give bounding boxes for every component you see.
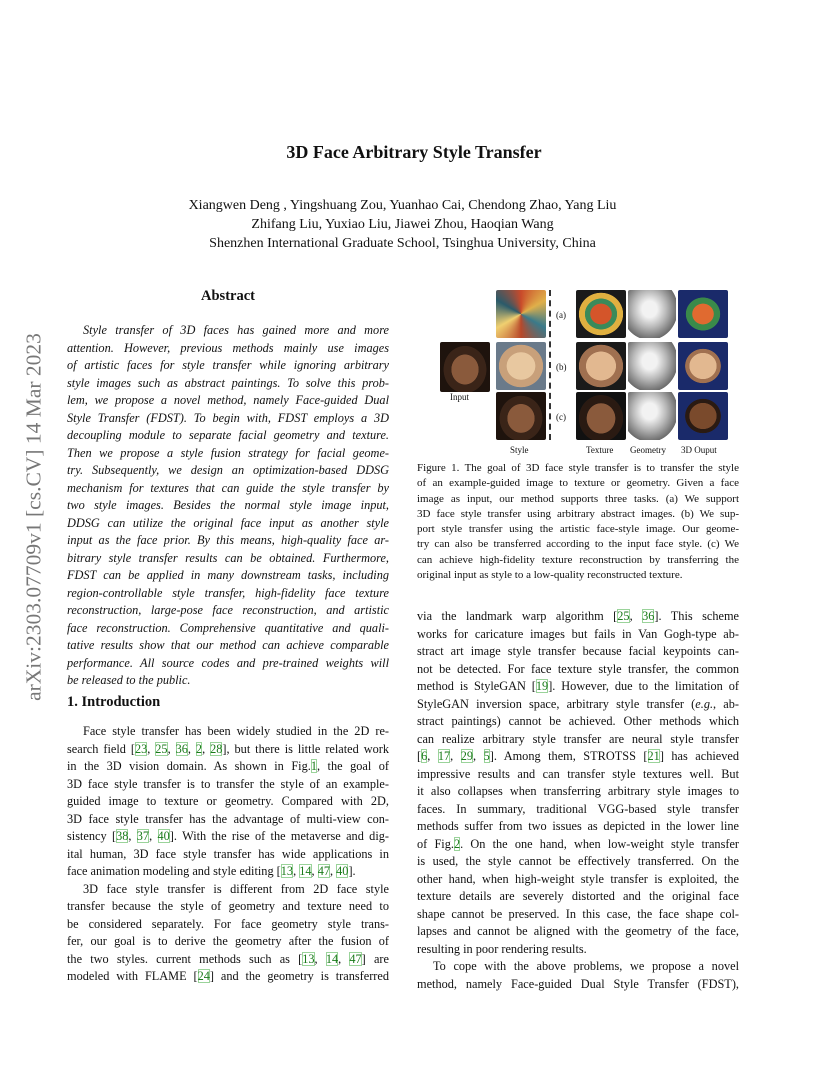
style-label: Style [510,445,529,455]
text-run: , [427,749,438,763]
text-run: lapses and cannot be aligned with the geometry of the face, [417,924,739,938]
text-run: [ [417,749,422,763]
text-run: ] and the geometry is transferred [209,969,390,983]
text-line: try. Subsequently, we design an optimization-based DDSG [67,463,389,477]
texture-result-a [576,290,626,338]
text-line [67,741,389,759]
text-run: , [149,829,158,843]
text-run: method is StyleGAN [ [417,679,536,693]
text-line [67,863,389,881]
text-run: , [147,741,156,756]
text-line [417,608,739,626]
texture-label: Texture [586,445,614,455]
text-line [417,818,739,836]
citation-link[interactable]: 1 [310,759,317,773]
texture-result-c [576,392,626,440]
row-a-label: (a) [556,310,566,320]
citation-link[interactable]: 24 [197,969,210,983]
figure-1 [438,288,730,458]
italic-text: e.g. [695,696,714,711]
citation-link[interactable]: 6 [421,749,428,763]
text-line: DDSG can utilize the original face input as another style [67,515,389,530]
text-run: , ab- [713,696,739,711]
citation-link[interactable]: 28 [210,741,223,756]
output-result-b [678,342,728,390]
citation-link[interactable]: 14 [299,864,312,878]
text-line: original input as style to a low-quality reconstructed texture. [417,569,683,582]
text-run: method, namely Face-guided Dual Style Transfer (FDST), [417,976,739,991]
text-line: of artistic faces for style transfer while ignoring arbitrary [67,358,389,372]
text-line: input as the face prior. By this means, high-quality face ar- [67,533,389,547]
text-line: image as input, our method supports three tasks. (a) We support [417,492,739,505]
text-run: faces. In summary, traditional VGG-based style transfer [417,801,739,816]
text-line [67,846,389,864]
text-run: resulting in poor rendering results. [417,941,587,956]
citation-link[interactable]: 25 [155,741,168,756]
text-run: stract art image style transfer because facial keypoints can- [417,644,739,658]
geometry-result-a [628,290,676,338]
citation-link[interactable]: 13 [280,864,294,878]
text-run: impressive results and can transfer style textures well. But [417,766,739,781]
citation-link[interactable]: 25 [617,609,630,623]
text-run: ], but there is little related work [222,741,390,756]
text-run: ]. With the rise of the metaverse and dig- [169,829,389,843]
separator-line [549,290,551,440]
text-run: ]. Among them, STROTSS [ [489,749,648,763]
text-line [417,748,739,766]
text-run: be considered separately. For face geometry style trans- [67,916,389,931]
text-run: , [167,741,176,756]
text-line: Then we propose a style fusion strategy for facial geome- [67,445,389,460]
text-line [67,828,389,846]
text-line: try can also be transferred according to the input face style. (c) We [417,538,739,551]
text-run: StyleGAN inversion space, arbitrary style transfer ( [417,696,696,711]
text-line [67,951,389,969]
geometry-result-b [628,342,676,390]
output-label: 3D Ouput [681,445,717,455]
text-run: stract paintings) cannot be achieved. Other methods which [417,714,739,728]
text-line: mechanism for textures that can guide the style transfer by [67,480,389,495]
citation-link[interactable]: 47 [317,864,330,878]
citation-link[interactable]: 21 [647,749,660,763]
text-line [417,888,739,906]
text-run: , [128,829,137,843]
text-line [67,881,389,899]
citation-link[interactable]: 5 [483,749,490,763]
text-run: 3D face style transfer has the advantage of multi-view con- [67,811,389,826]
abstract-heading: Abstract [201,288,255,304]
text-line: performance. All source codes and pre-trained weights will [67,655,389,670]
text-line [67,933,389,951]
paper-title: 3D Face Arbitrary Style Transfer [286,142,542,162]
text-line: bitrary style transfer results can be obtained. Furthermore, [67,550,389,565]
text-run: ]. This scheme [654,609,739,623]
text-line [417,976,739,994]
text-line [67,898,389,916]
text-line [417,906,739,924]
text-line [67,811,389,829]
text-line [67,793,389,811]
text-run: , [311,864,318,878]
text-line: Figure 1. The goal of 3D face style transfer is to transfer the style [417,462,739,474]
text-run: , the goal of [316,759,389,773]
text-run: in the 3D vision domain. As shown in Fig. [67,759,311,773]
text-run: Face style transfer has been widely studied in the 2D re- [83,724,389,738]
citation-link[interactable]: 13 [302,951,315,966]
introduction-heading: 1. Introduction [67,694,161,710]
text-line: reconstruction, large-pose face reconstruction, and artistic [67,603,389,617]
text-run: of Fig. [417,836,454,851]
text-run: texture details are severely distorted and the original face [417,889,739,903]
text-run: ] are [361,951,389,966]
text-run: the two styles. current methods such as [ [67,951,303,966]
row-c-label: (c) [556,412,566,422]
text-line [417,626,739,644]
text-run: , [314,951,326,966]
geometry-label: Geometry [630,445,666,455]
introduction-body [67,723,389,986]
text-run: not be detected. For face texture style transfer, the common [417,661,739,676]
text-line: of an example-guided image to texture or geometry. Given a face [417,477,739,490]
output-result-a [678,290,728,338]
text-run: guided image to texture or geometry. Compared with 2D, [67,794,389,808]
text-line [67,758,389,776]
text-line: region-controllable style transfer, high-fidelity face texture [67,585,389,600]
citation-link[interactable]: 37 [136,829,150,843]
author-line-1: Xiangwen Deng , Yingshuang Zou, Yuanhao Cai, Chendong Zhao, Yang Liu [188,198,617,213]
citation-link[interactable]: 19 [535,679,549,693]
text-run: . On the one hand, when low-weight style transfer [460,836,740,851]
arxiv-sidebar-stamp [22,280,46,755]
text-line [67,916,389,934]
text-line [417,678,739,696]
text-run: search field [ [67,741,135,756]
text-run: other hand, when high-weight style transfer is exploited, the [417,871,739,886]
citation-link[interactable]: 2 [453,836,461,851]
text-run: , [629,609,643,623]
text-run: transfer because the style of geometry and texture need to [67,899,389,913]
citation-link[interactable]: 23 [134,741,148,756]
text-line [417,696,739,714]
caricature-style-image [496,342,546,390]
text-line: can achieve high-fidelity texture reconstruction by transferring the [417,553,739,566]
text-run: fer, our goal is to derive the geometry after the fusion of [67,934,389,948]
text-run: shape cannot be preserved. In this case, the face shape col- [417,906,739,921]
text-run: 3D face style transfer is to transfer the style of an example- [67,776,389,791]
text-line [417,941,739,959]
text-run: via the landmark warp algorithm [ [417,609,618,623]
citation-link[interactable]: 14 [325,951,339,966]
text-line: port style transfer using the artistic face-style image. Our geome- [417,523,739,536]
text-line [417,766,739,784]
geometry-result-c [628,392,676,440]
output-result-c [678,392,728,440]
figure-1-caption [417,461,739,583]
author-line-2: Zhifang Liu, Yuxiao Liu, Jiawei Zhou, Haoqian Wang [251,217,554,232]
input-label: Input [450,392,469,402]
text-line: tative results show that our method can achieve comparable [67,638,389,652]
text-run: it also collapses when transferring arbitrary style images to [417,784,739,798]
citation-link[interactable]: 40 [157,829,170,843]
text-run: , [329,864,337,878]
abstract-body [67,322,389,690]
text-line [417,871,739,889]
text-run: ital human, 3D face style transfer has wide applications in [67,846,389,861]
text-run: works for caricature images but fails in Van Gogh-type ab- [417,626,739,641]
citation-link[interactable]: 29 [460,749,474,763]
text-line [67,723,389,741]
citation-link[interactable]: 40 [336,864,349,878]
text-line [417,801,739,819]
text-line: lem, we propose a novel method, namely Face-guided Dual [67,393,389,407]
text-line [67,968,389,986]
citation-link[interactable]: 17 [437,749,451,763]
text-run: ] has achieved [659,749,739,763]
text-line: two style images. Besides the normal style image input, [67,498,389,512]
citation-link[interactable]: 47 [349,951,362,966]
text-run: , [473,749,484,763]
text-line: FDST can be applied in many downstream tasks, including [67,568,389,582]
row-b-label: (b) [556,362,567,372]
face-style-image [496,392,546,440]
text-run: To cope with the above problems, we propose a novel [433,959,739,973]
citation-link[interactable]: 36 [175,741,188,756]
text-line: Style Transfer (FDST). To begin with, FDST employs a 3D [67,410,389,425]
text-line: 3D face style transfer using arbitrary abstract images. (b) We sup- [417,507,739,520]
text-line [417,661,739,679]
text-line: style images such as abstract paintings. To solve this prob- [67,375,389,390]
affiliation: Shenzhen International Graduate School, Tsinghua University, China [209,236,596,251]
text-run: 3D face style transfer is different from 2D face style [83,881,389,896]
text-run: can realize arbitrary style transfer are neural style transfer [417,731,739,746]
text-line: be released to the public. [67,673,191,687]
citation-link[interactable]: 2 [195,741,203,756]
text-run: methods suffer from two issues as depicted in the lower line [417,819,739,833]
text-line [417,853,739,871]
text-line [417,731,739,749]
text-line [417,836,739,854]
text-run: , [293,864,300,878]
citation-link[interactable]: 38 [116,829,129,843]
text-run: , [338,951,350,966]
text-line: face reconstruction. Comprehensive quantitative and quali- [67,620,389,635]
text-run: modeled with FLAME [ [67,969,198,983]
text-line [417,958,739,976]
citation-link[interactable]: 36 [642,609,655,623]
text-line [417,783,739,801]
text-line: Style transfer of 3D faces has gained more and more [83,323,389,337]
text-run: , [187,741,196,756]
text-run: , [450,749,461,763]
texture-result-b [576,342,626,390]
text-run: ]. However, due to the limitation of [548,679,740,693]
right-column-text [417,608,739,993]
text-line: decoupling module to separate facial geometry and texture. [67,428,389,442]
text-line [417,643,739,661]
text-run: ]. [348,864,356,878]
input-face-image [440,342,490,392]
text-run: face animation modeling and style editing [ [67,864,281,878]
text-line: attention. However, previous methods mainly use images [67,340,389,355]
abstract-style-image [496,290,546,338]
text-run: sistency [ [67,829,117,843]
text-run: , [202,741,211,756]
text-line [417,713,739,731]
arxiv-identifier[interactable]: arXiv:2303.07709v1 [cs.CV] 14 Mar 2023 [21,333,46,701]
author-block [0,196,805,253]
text-run: is used, the style cannot be effectively transferred. On the [417,854,739,868]
text-line [417,923,739,941]
text-line [67,776,389,794]
